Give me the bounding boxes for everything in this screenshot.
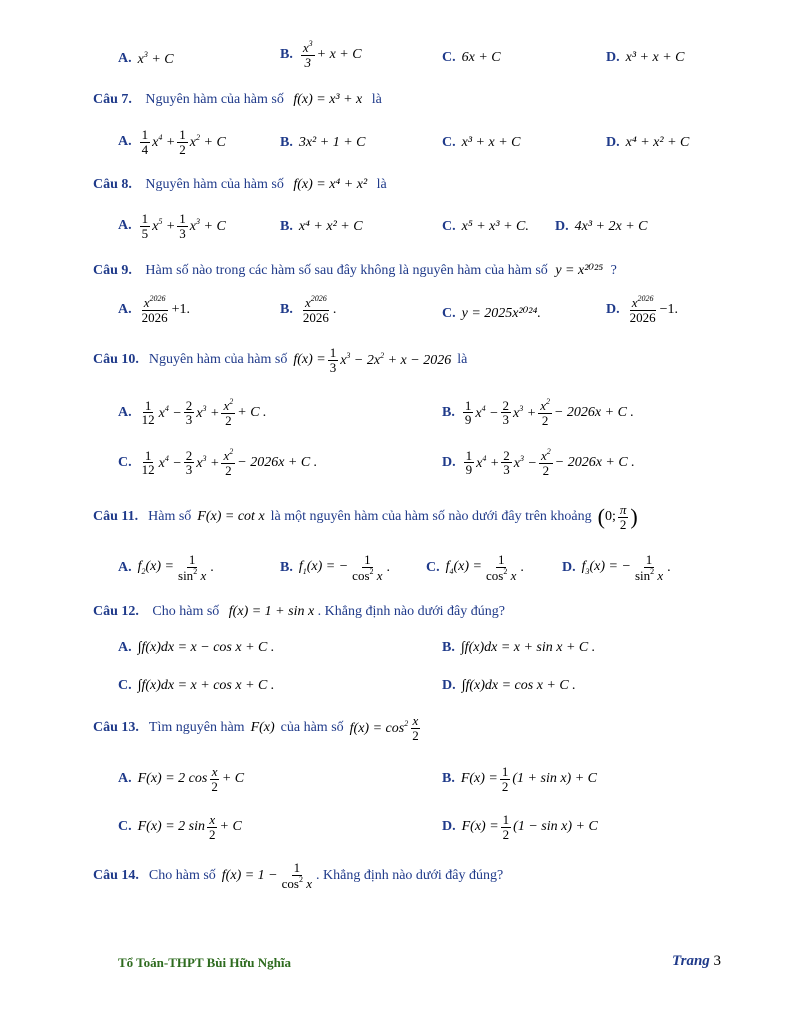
q10-option-a: A. $\frac{1}{12}$ $x^4$ − $\frac{2}{3}$ $x^3$ + $\frac{x^2}{2}$ + C . — [118, 397, 267, 428]
option-label: C. — [442, 219, 456, 234]
option-label: C. — [118, 819, 132, 835]
option-label: D. — [442, 678, 456, 693]
q6-option-d — [606, 50, 684, 66]
question-text: Cho hàm số — [152, 604, 220, 619]
option-label: B. — [442, 404, 455, 420]
question-number: Câu 7. — [93, 92, 132, 107]
question-text-2: . Khẳng định nào dưới đây đúng? — [316, 867, 504, 883]
question-formula: y = x²⁰²⁵ — [555, 263, 604, 278]
option-label: C. — [118, 678, 132, 693]
question-9 — [93, 262, 617, 279]
option-label: C. — [442, 50, 456, 65]
q7-option-b — [280, 135, 366, 151]
option-label: D. — [555, 219, 569, 234]
option-label: A. — [118, 640, 132, 655]
q9-option-b: B. $\frac{x^{2026}}{2026}$ . — [280, 294, 337, 325]
question-tail: ? — [610, 263, 617, 278]
q8-option-b — [280, 219, 363, 235]
q7-option-a: A. $\frac{1}{4}$ $x^4$ + $\frac{1}{2}$ $x^2 + C$ — [118, 127, 226, 157]
question-number: Câu 9. — [93, 263, 132, 278]
question-text: Nguyên hàm của hàm số — [148, 352, 288, 368]
q6-c-formula: 6x + C — [461, 50, 501, 65]
q11-option-a: A. $f_2(x)$ = $\frac{1}{\sin^2 x}$ . — [118, 552, 214, 583]
option-label: B. — [280, 46, 293, 62]
question-text: Hàm số nào trong các hàm số sau đây không là nguyên hàm của hàm số — [145, 263, 548, 278]
option-label: C. — [118, 454, 132, 470]
q13-option-c: C. F(x) = 2 sin $\frac{x}{2}$ + C — [118, 812, 242, 842]
q7-option-c — [442, 135, 520, 151]
question-text: Tìm nguyên hàm — [148, 720, 245, 736]
question-formula: f(x) = 1 + sin x — [228, 604, 315, 619]
q13-option-d: D. F(x) = $\frac{1}{2}$ (1 − sin x) + C — [442, 812, 598, 842]
q8-b-formula: x⁴ + x² + C — [298, 219, 363, 234]
question-tail: là — [457, 352, 468, 368]
option-label: A. — [118, 134, 132, 150]
question-text-2: . Khẳng định nào dưới đây đúng? — [317, 604, 505, 619]
q8-option-a: A. $\frac{1}{5}$ $x^5$ + $\frac{1}{3}$ $x^3 + C$ — [118, 211, 226, 241]
option-label: B. — [280, 559, 293, 575]
question-tail: là — [376, 177, 387, 192]
q6-d-formula: x³ + x + C — [625, 50, 685, 65]
q7-c-formula: x³ + x + C — [461, 135, 521, 150]
question-tail: là — [371, 92, 382, 107]
question-14: Câu 14. Cho hàm số f(x) = 1 − $\frac{1}{\cos^2 x}$ . Khẳng định nào dưới đây đúng? — [93, 860, 504, 891]
question-number: Câu 11. — [93, 509, 139, 525]
q9-c-formula: y = 2025x²⁰²⁴. — [461, 306, 541, 321]
q12-d-formula: ∫f(x)dx = cos x + C . — [461, 678, 576, 693]
page-number: 3 — [713, 953, 722, 969]
question-8 — [93, 177, 387, 193]
question-formula: f(x) = x³ + x — [293, 92, 363, 107]
option-label: D. — [606, 50, 620, 65]
q8-c-formula: x⁵ + x³ + C. — [461, 219, 529, 234]
option-label: A. — [118, 218, 132, 234]
q6-option-c — [442, 50, 501, 66]
q13-option-b: B. F(x) = $\frac{1}{2}$ (1 + sin x) + C — [442, 764, 597, 794]
option-label: D. — [606, 301, 620, 317]
option-label: C. — [442, 135, 456, 150]
q7-b-formula: 3x² + 1 + C — [298, 135, 366, 150]
q11-option-c: C. $f_4(x)$ = $\frac{1}{\cos^2 x}$ . — [426, 552, 524, 583]
question-number: Câu 13. — [93, 720, 139, 736]
footer-page — [672, 953, 721, 970]
q11-option-b: B. $f_1(x)$ = − $\frac{1}{\cos^2 x}$ . — [280, 552, 391, 583]
q11-option-d: D. $f_3(x)$ = − $\frac{1}{\sin^2 x}$ . — [562, 552, 671, 583]
q12-c-formula: ∫f(x)dx = x + cos x + C . — [137, 678, 275, 693]
question-text: Cho hàm số — [148, 867, 216, 883]
question-number: Câu 10. — [93, 352, 139, 368]
question-function: F(x) — [250, 720, 275, 736]
q6-b-fraction: $\frac{x^3}{3}$ — [302, 39, 313, 70]
q13-option-a: A. F(x) = 2 cos $\frac{x}{2}$ + C — [118, 764, 245, 794]
question-text-2: là một nguyên hàm của hàm số nào dưới đây trên khoảng — [270, 509, 592, 525]
option-label: B. — [280, 219, 293, 234]
q12-b-formula: ∫f(x)dx = x + sin x + C . — [460, 640, 596, 655]
question-text-2: của hàm số — [280, 720, 344, 736]
footer-school: Tổ Toán-THPT Bùi Hữu Nghĩa — [118, 955, 292, 970]
option-label: B. — [280, 135, 293, 150]
option-label: A. — [118, 51, 132, 66]
option-label: A. — [118, 771, 132, 787]
q8-d-formula: 4x³ + 2x + C — [574, 219, 648, 234]
q12-option-c — [118, 678, 274, 694]
question-number: Câu 12. — [93, 604, 139, 619]
q9-option-d: D. $\frac{x^{2026}}{2026}$ −1. — [606, 294, 679, 325]
option-label: D. — [442, 819, 456, 835]
question-7 — [93, 92, 382, 108]
question-text: Nguyên hàm của hàm số — [145, 177, 284, 192]
question-12 — [93, 604, 505, 620]
q12-option-d — [442, 678, 576, 694]
option-label: A. — [118, 301, 132, 317]
option-label: A. — [118, 404, 132, 420]
q12-a-formula: ∫f(x)dx = x − cos x + C . — [137, 640, 275, 655]
question-text: Hàm số — [148, 509, 192, 525]
option-label: D. — [606, 135, 620, 150]
q8-option-c — [442, 219, 529, 235]
q6-option-b: B. $\frac{x^3}{3}$ + x + C — [280, 39, 362, 70]
q12-option-a — [118, 640, 274, 656]
q9-option-a: A. $\frac{x^{2026}}{2026}$ +1. — [118, 294, 191, 325]
question-11: Câu 11. Hàm số F(x) = cot x là một nguyên hàm của hàm số nào dưới đây trên khoảng ( 0; $\frac{\pi}{2}$ ) — [93, 502, 638, 532]
question-13: Câu 13. Tìm nguyên hàm F(x) của hàm số $f(x) = \cos^2$ $\frac{x}{2}$ — [93, 713, 419, 743]
option-label: C. — [442, 305, 456, 321]
q6-option-a — [118, 50, 174, 68]
question-number: Câu 14. — [93, 867, 139, 883]
question-formula: f(x) = x⁴ + x² — [293, 177, 368, 192]
q10-option-c: C. $\frac{1}{12}$ $x^4$ − $\frac{2}{3}$ $x^3$ + $\frac{x^2}{2}$ − 2026x + C . — [118, 447, 318, 478]
question-number: Câu 8. — [93, 177, 132, 192]
option-label: C. — [426, 559, 440, 575]
q7-d-formula: x⁴ + x² + C — [625, 135, 690, 150]
option-label: A. — [118, 559, 132, 575]
option-label: D. — [562, 559, 576, 575]
q7-option-d — [606, 135, 689, 151]
question-10: Câu 10. Nguyên hàm của hàm số f(x) = $\frac{1}{3}$ $x^3 - 2x^2 + x - 2026$ là — [93, 345, 468, 375]
q9-option-c — [442, 305, 541, 322]
option-label: B. — [442, 771, 455, 787]
question-formula: F(x) = cot x — [197, 509, 265, 525]
question-text: Nguyên hàm của hàm số — [145, 92, 284, 107]
option-label: B. — [280, 301, 293, 317]
q6-a-formula: $x^3 + C$ — [137, 50, 174, 67]
page-word: Trang — [672, 953, 710, 969]
q10-option-b: B. $\frac{1}{9}$ $x^4$ − $\frac{2}{3}$ $x^3$ + $\frac{x^2}{2}$ − 2026x + C . — [442, 397, 634, 428]
option-label: B. — [442, 640, 455, 655]
option-label: D. — [442, 454, 456, 470]
q12-option-b — [442, 640, 595, 656]
q10-option-d: D. $\frac{1}{9}$ $x^4$ + $\frac{2}{3}$ $x^3$ − $\frac{x^2}{2}$ − 2026x + C . — [442, 447, 635, 478]
q8-option-d — [555, 219, 647, 235]
